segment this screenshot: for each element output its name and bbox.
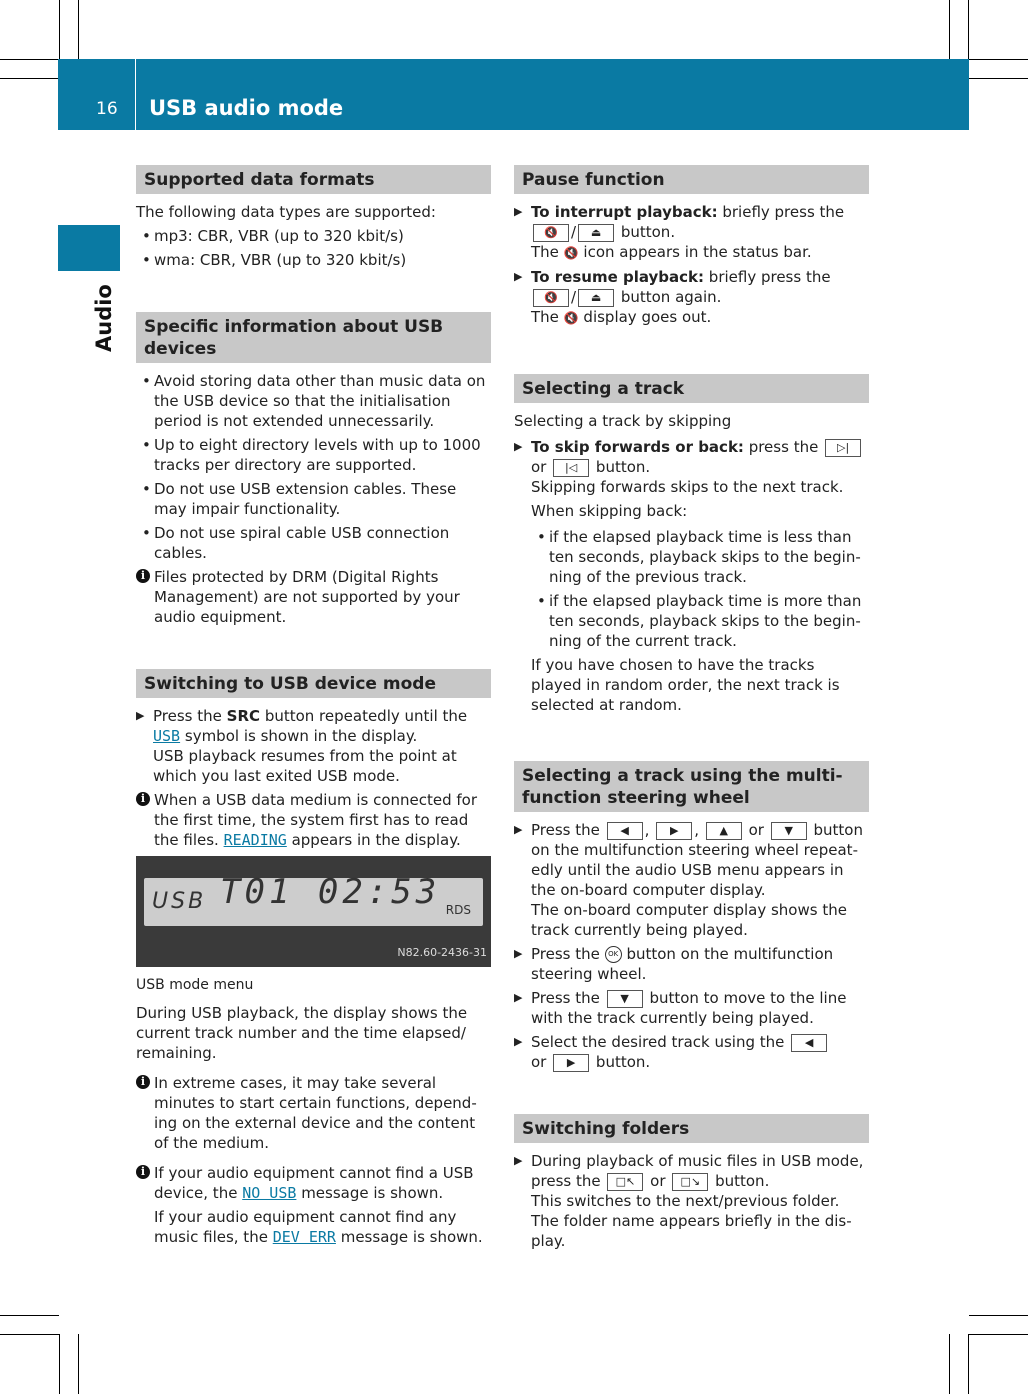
instruction-step	[514, 267, 869, 328]
section-heading: Selecting a track using the multifunction steering wheel	[514, 761, 869, 812]
instruction-step	[514, 820, 869, 940]
folder-down-key-icon: □↘	[672, 1173, 708, 1191]
text: /	[571, 288, 577, 306]
crop-mark	[78, 1334, 79, 1394]
right-key-icon: ▶	[656, 822, 692, 840]
src-label: SRC	[226, 707, 261, 725]
note-text: If your audio equipment cannot find a USB device, the	[154, 1164, 474, 1202]
folder-up-key-icon: □↖	[607, 1173, 643, 1191]
text: button to move to the line with the track currently being played.	[531, 989, 847, 1027]
text: or	[531, 458, 547, 476]
list-item: • Do not use USB extension cables. These may impair functionality.	[136, 479, 491, 519]
note-text: When a USB data medium is connected for the first time, the system first has to read the files.	[154, 791, 478, 849]
info-icon: i	[136, 1075, 150, 1089]
text: Press the	[531, 945, 600, 963]
crop-mark	[0, 1334, 59, 1335]
left-column	[136, 165, 491, 1253]
crop-mark	[0, 1315, 59, 1316]
text: or	[531, 1053, 547, 1071]
display-text-usb: USB	[153, 727, 181, 745]
text: When skipping back:	[531, 502, 688, 520]
text: or	[748, 821, 764, 839]
right-key-icon: ▶	[553, 1054, 589, 1072]
crop-mark	[969, 1315, 1028, 1316]
crop-mark	[949, 0, 950, 59]
image-caption: USB mode menu	[136, 977, 254, 993]
paragraph: During USB playback, the display shows the current track number and the time elapsed/ remaining.	[136, 1004, 468, 1062]
text: Press the	[531, 821, 600, 839]
text: button.	[715, 1172, 770, 1190]
mute-key-icon: 🔇	[533, 289, 569, 307]
crop-mark	[0, 78, 59, 79]
text: This switches to the next/previous folder. The folder name appears briefly in the display.	[531, 1192, 852, 1250]
text: The	[531, 308, 559, 326]
display-text-dev-err: DEV ERR	[272, 1228, 336, 1246]
section-heading: Switching folders	[514, 1114, 869, 1143]
bold-text: To interrupt playback:	[531, 203, 718, 221]
up-key-icon: ▲	[706, 822, 742, 840]
right-column	[514, 165, 869, 1255]
crop-mark	[968, 0, 969, 59]
left-key-icon: ◀	[791, 1034, 827, 1052]
info-note	[136, 790, 491, 850]
crop-mark	[78, 0, 79, 59]
text: button on the multifunction steering wheel.	[531, 945, 834, 983]
list-item: • if the elapsed playback time is less than ten seconds, playback skips to the beginning of the previous track.	[531, 527, 869, 587]
list-item: • Up to eight directory levels with up to 1000 tracks per directory are supported.	[136, 435, 491, 475]
display-text-no-usb: NO USB	[242, 1184, 297, 1202]
text: briefly press the	[708, 268, 831, 286]
eject-key-icon: ⏏	[578, 289, 614, 307]
note-text: If your audio equipment cannot find any music files, the	[154, 1208, 457, 1246]
instruction-step	[514, 202, 869, 263]
skip-forward-key-icon: ▷|	[825, 439, 861, 457]
text: press the	[748, 438, 819, 456]
text: The on-board computer display shows the track currently being played.	[531, 901, 847, 939]
text: display goes out.	[583, 308, 712, 326]
instruction-step	[136, 706, 491, 786]
list-item: • wma: CBR, VBR (up to 320 kbit/s)	[136, 250, 491, 270]
display-text-reading: READING	[223, 831, 287, 849]
crop-mark	[969, 78, 1028, 79]
text: button.	[620, 223, 676, 241]
instruction-step	[514, 988, 869, 1028]
info-note	[136, 1163, 491, 1247]
note-text: Files protected by DRM (Digital Rights Management) are not supported by your audio equipment.	[154, 568, 460, 626]
text: button.	[595, 458, 651, 476]
text: Skipping forwards skips to the next track.	[531, 478, 844, 496]
text: icon appears in the status bar.	[583, 243, 812, 261]
image-reference: N82.60-2436-31	[397, 946, 487, 959]
crop-mark	[968, 1334, 969, 1394]
text: /	[571, 223, 577, 241]
text: Press the	[531, 989, 600, 1007]
note-text: In extreme cases, it may take several minutes to start certain functions, depending on the external device and the content of the medium.	[154, 1074, 477, 1152]
text: ,	[644, 821, 650, 839]
instruction-step	[514, 944, 869, 984]
page-title: USB audio mode	[149, 96, 344, 120]
mute-status-icon: 🔇	[563, 311, 579, 325]
info-note	[136, 567, 491, 627]
lcd-screen	[144, 872, 483, 926]
text: symbol is shown in the display.	[184, 727, 418, 745]
mute-status-icon: 🔇	[563, 246, 579, 260]
text: The	[531, 243, 559, 261]
header-divider	[135, 59, 136, 130]
lcd-track-time: T01 02:53	[220, 872, 441, 912]
info-note	[136, 1073, 491, 1153]
side-tab-label: Audio	[92, 284, 116, 352]
text: Select the desired track using the	[531, 1033, 785, 1051]
section-heading: Supported data formats	[136, 165, 491, 194]
crop-mark	[59, 1334, 60, 1394]
eject-key-icon: ⏏	[578, 224, 614, 242]
left-key-icon: ◀	[607, 822, 643, 840]
text: briefly press the	[722, 203, 845, 221]
text: Press the	[153, 707, 222, 725]
crop-mark	[969, 1334, 1028, 1335]
section-heading: Switching to USB device mode	[136, 669, 491, 698]
section-heading: Pause function	[514, 165, 869, 194]
section-heading: Selecting a track	[514, 374, 869, 403]
text: During playback of music files in USB mode, press the	[531, 1152, 864, 1190]
crop-mark	[0, 59, 59, 60]
bold-text: To resume playback:	[531, 268, 705, 286]
note-text: message is shown.	[301, 1184, 444, 1202]
lcd-rds-label: RDS	[445, 903, 471, 917]
list-item: • if the elapsed playback time is more than ten seconds, playback skips to the beginning of the current track.	[531, 591, 869, 651]
paragraph: The following data types are supported:	[136, 203, 436, 221]
lcd-usb-label: USB	[152, 889, 207, 914]
crop-mark	[969, 59, 1028, 60]
note-text: appears in the display.	[291, 831, 461, 849]
page-number: 16	[96, 99, 118, 119]
mute-key-icon: 🔇	[533, 224, 569, 242]
info-icon: i	[136, 1165, 150, 1179]
text: USB playback resumes from the point at which you last exited USB mode.	[153, 747, 457, 785]
text: ,	[694, 821, 699, 839]
text: button again.	[620, 288, 722, 306]
crop-mark	[59, 0, 60, 59]
section-heading: Specific information about USB devices	[136, 312, 491, 363]
note-text: message is shown.	[340, 1228, 483, 1246]
paragraph: Selecting a track by skipping	[514, 412, 732, 430]
instruction-step	[514, 1151, 869, 1251]
text: button.	[595, 1053, 651, 1071]
text: or	[650, 1172, 666, 1190]
list-item: • Do not use spiral cable USB connection cables.	[136, 523, 491, 563]
info-icon: i	[136, 792, 150, 806]
text: If you have chosen to have the tracks played in random order, the next track is selected at random.	[531, 656, 840, 714]
down-key-icon: ▼	[607, 990, 643, 1008]
instruction-step	[514, 1032, 869, 1072]
crop-mark	[949, 1334, 950, 1394]
usb-display-image	[136, 856, 491, 967]
info-icon: i	[136, 569, 150, 583]
skip-back-key-icon: |◁	[553, 459, 589, 477]
side-tab-marker	[58, 225, 120, 271]
page-header	[58, 59, 969, 130]
list-item: • Avoid storing data other than music data on the USB device so that the initialisation period is not extended unnecessarily.	[136, 371, 491, 431]
down-key-icon: ▼	[771, 822, 807, 840]
text: button on the multifunction steering wheel repeatedly until the audio USB menu appears in the on-board computer display.	[531, 821, 863, 899]
instruction-step	[514, 437, 869, 715]
text: button repeatedly until the	[264, 707, 468, 725]
bold-text: To skip forwards or back:	[531, 438, 744, 456]
list-item: • mp3: CBR, VBR (up to 320 kbit/s)	[136, 226, 491, 246]
ok-key-icon: OK	[605, 946, 622, 963]
